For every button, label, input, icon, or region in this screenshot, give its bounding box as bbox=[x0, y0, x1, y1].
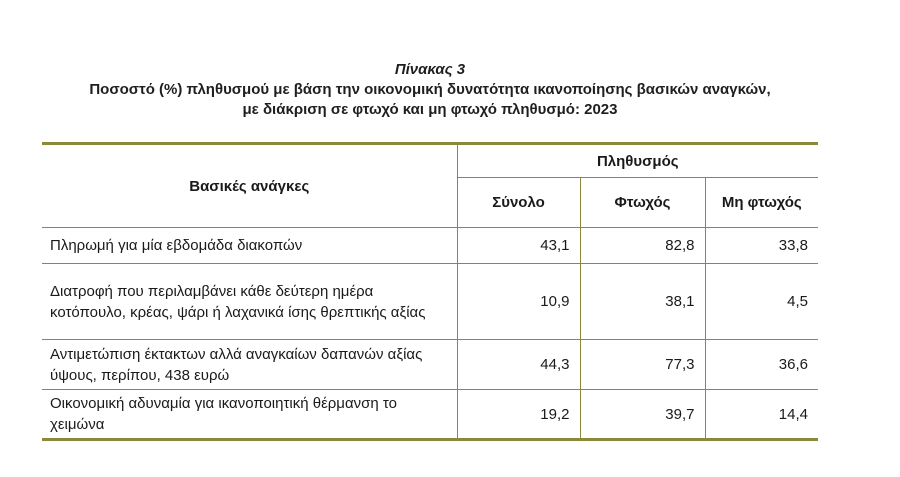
table-title-line-2: με διάκριση σε φτωχό και μη φτωχό πληθυσμό: 2023 bbox=[242, 101, 618, 118]
value-total: 19,2 bbox=[457, 390, 580, 440]
row-label: Πληρωμή για μία εβδομάδα διακοπών bbox=[42, 228, 457, 264]
table-number: Πίνακας 3 bbox=[394, 61, 466, 78]
value-total: 10,9 bbox=[457, 264, 580, 340]
needs-table bbox=[42, 142, 818, 441]
value-non-poor: 14,4 bbox=[705, 390, 818, 440]
table-row bbox=[42, 340, 818, 390]
column-header-non-poor bbox=[705, 178, 818, 228]
value-non-poor: 4,5 bbox=[705, 264, 818, 340]
table-row bbox=[42, 264, 818, 340]
column-header-poor: Φτωχός bbox=[580, 178, 705, 228]
column-header-non-poor-text: Μη φτωχός bbox=[721, 193, 802, 211]
value-non-poor: 33,8 bbox=[705, 228, 818, 264]
column-header-total: Σύνολο bbox=[457, 178, 580, 228]
value-total: 43,1 bbox=[457, 228, 580, 264]
table-row bbox=[42, 390, 818, 440]
table-caption bbox=[0, 60, 860, 120]
value-poor: 39,7 bbox=[580, 390, 705, 440]
value-total: 44,3 bbox=[457, 340, 580, 390]
row-header: Βασικές ανάγκες bbox=[42, 144, 457, 228]
value-non-poor: 36,6 bbox=[705, 340, 818, 390]
table-title-line-1: Ποσοστό (%) πληθυσμού με βάση την οικονομική δυνατότητα ικανοποίησης βασικών αναγκών, bbox=[89, 81, 771, 98]
value-poor: 82,8 bbox=[580, 228, 705, 264]
table-row bbox=[42, 228, 818, 264]
row-label: Διατροφή που περιλαμβάνει κάθε δεύτερη ημέρα κοτόπουλο, κρέας, ψάρι ή λαχανικά ίσης θρεπτικής αξίας bbox=[42, 264, 457, 340]
value-poor: 38,1 bbox=[580, 264, 705, 340]
row-label: Αντιμετώπιση έκτακτων αλλά αναγκαίων δαπανών αξίας ύψους, περίπου, 438 ευρώ bbox=[42, 340, 457, 390]
value-poor: 77,3 bbox=[580, 340, 705, 390]
group-header-population: Πληθυσμός bbox=[457, 144, 818, 178]
row-label: Οικονομική αδυναμία για ικανοποιητική θέρμανση το χειμώνα bbox=[42, 390, 457, 440]
